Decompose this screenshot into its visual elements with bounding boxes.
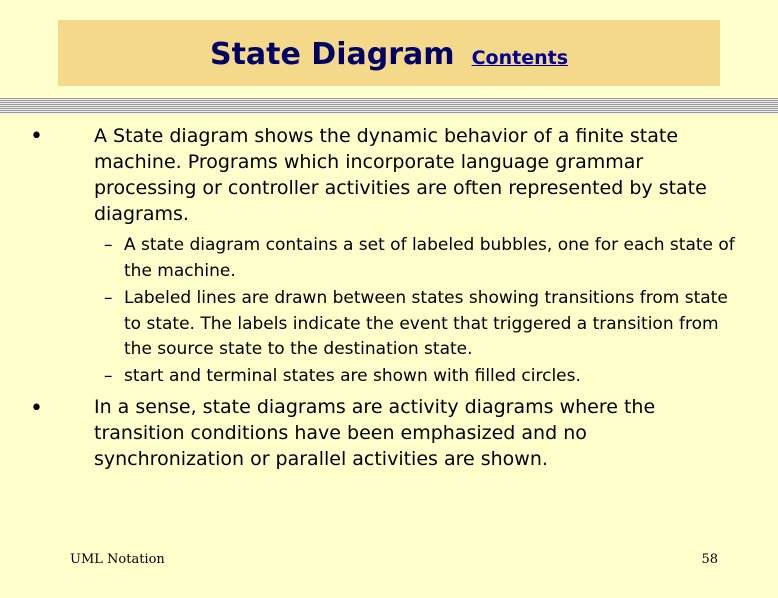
sub-item-2-dash: – (104, 288, 113, 308)
bullet-text-2: In a sense, state diagrams are activity diagrams where the transition conditions have been emphasized and no synchronization or parallel activities are shown. (94, 396, 656, 470)
page-number: 58 (701, 552, 718, 567)
sub-item-2 (104, 286, 744, 363)
header-divider (0, 98, 778, 114)
bullet-text-1: A State diagram shows the dynamic behavior of a finite state machine. Programs which incorporate language grammar processing or controller activities are often represented by state diagrams. (94, 125, 707, 225)
sub-item-1-dash: – (104, 235, 113, 255)
slide-title: State Diagram (209, 37, 455, 72)
slide-header (58, 37, 720, 72)
bullet-marker-2: • (30, 396, 43, 421)
sub-item-1 (104, 233, 744, 284)
sub-item-3 (104, 364, 744, 390)
contents-link[interactable]: Contents (471, 47, 569, 69)
bullet-marker-1: • (30, 124, 43, 149)
sub-item-3-text: start and terminal states are shown with filled circles. (124, 366, 581, 386)
sub-item-2-text: Labeled lines are drawn between states showing transitions from state to state. The labels indicate the event that triggered a transition from the source state to the destination state. (124, 288, 728, 359)
footer-label: UML Notation (70, 552, 165, 567)
sub-item-1-text: A state diagram contains a set of labeled bubbles, one for each state of the machine. (124, 235, 735, 281)
sub-item-3-dash: – (104, 366, 113, 386)
